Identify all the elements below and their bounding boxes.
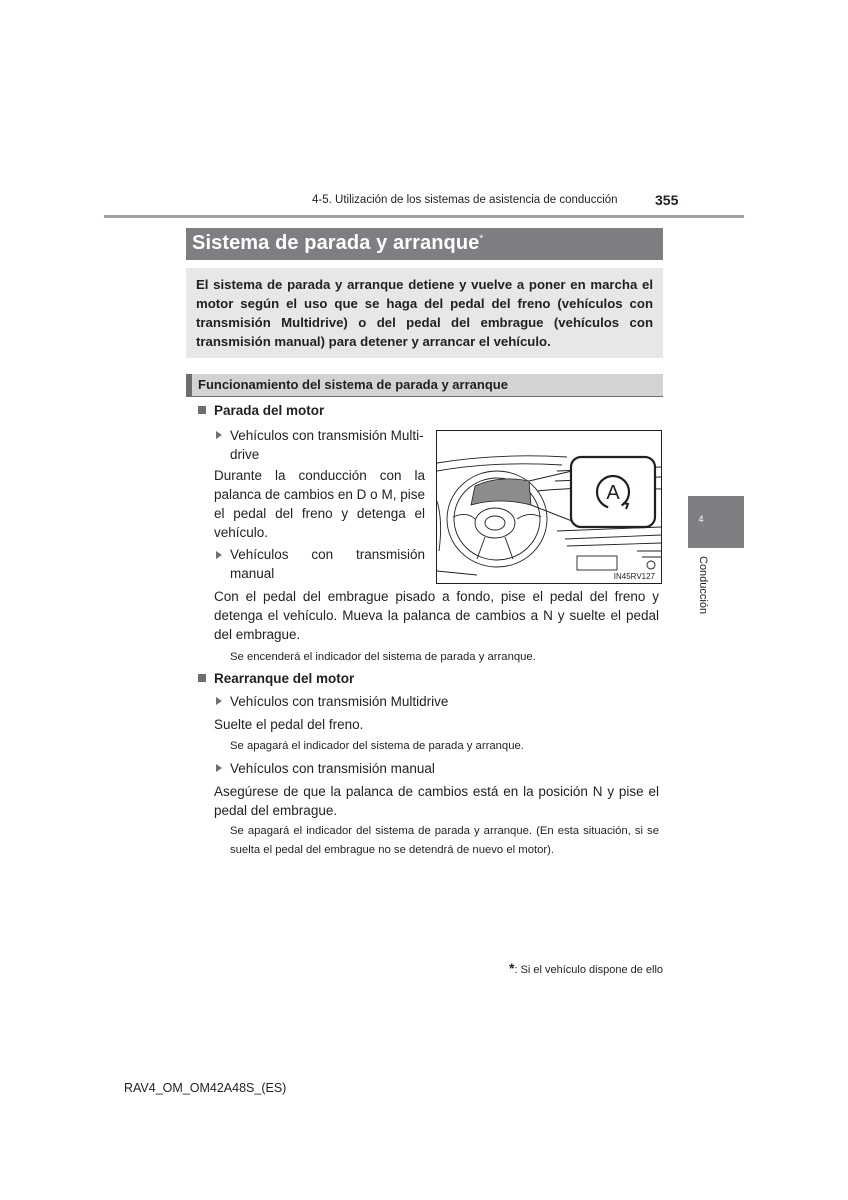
parada-note: Se encenderá el indicador del sistema de parada y arranque. [230, 651, 536, 663]
heading-rearranque [198, 669, 354, 688]
rearranque-manual-label-text: Vehículos con transmisión manual [230, 761, 435, 776]
triangle-bullet-icon [216, 551, 222, 559]
figure-code: IN45RV127 [613, 572, 655, 581]
chapter-tab [688, 496, 744, 548]
chapter-label: Conducción [697, 556, 709, 615]
parada-multidrive-label [216, 426, 426, 464]
triangle-bullet-icon [216, 431, 222, 439]
document-code: RAV4_OM_OM42A48S_(ES) [124, 1081, 287, 1095]
running-header: 4-5. Utilización de los sistemas de asistencia de conducción [312, 194, 618, 206]
square-bullet-icon [198, 674, 206, 682]
dashboard-drawing [437, 431, 661, 583]
parada-multidrive-label-line2: drive [230, 447, 260, 462]
page-title-text: Sistema de parada y arranque [192, 232, 480, 254]
footnote-mark: * [509, 960, 515, 976]
rearranque-multidrive-label [216, 692, 448, 711]
intro-text: El sistema de parada y arranque detiene y vuelve a poner en marcha el motor según el uso que se haga del pedal del freno (vehículos con transmisión Multidrive) o del pedal del embrague (vehículos con transmisión manual) para detener y arrancar el vehículo. [196, 277, 653, 349]
parada-multidrive-text: Durante la conducción con la palanca de cambios en D o M, pise el pedal del freno y detenga el vehículo. [214, 468, 425, 540]
subsection-rule [186, 396, 663, 397]
rearranque-multidrive-note: Se apagará el indicador del sistema de parada y arranque. [230, 740, 524, 752]
square-bullet-icon [198, 406, 206, 414]
triangle-bullet-icon [216, 697, 222, 705]
parada-manual-label-line2: manual [230, 566, 275, 581]
header-rule [104, 215, 744, 218]
parada-manual-label-line1: Vehículos con transmisión [230, 547, 425, 562]
rearranque-multidrive-text: Suelte el pedal del freno. [214, 717, 364, 732]
icon-letter: A [606, 482, 620, 504]
chapter-number: 4 [698, 514, 704, 524]
triangle-bullet-icon [216, 764, 222, 772]
parada-manual-text: Con el pedal del embrague pisado a fondo, pise el pedal del freno y detenga el vehículo. Mueva la palanca de cambios a N y suelte el pedal del embrague. [214, 589, 659, 642]
dashboard-illustration [436, 430, 662, 584]
footnote-text: : Si el vehículo dispone de ello [514, 964, 664, 976]
page-number: 355 [655, 192, 679, 208]
intro-box [186, 268, 663, 358]
rearranque-manual-label [216, 759, 435, 778]
subsection-bar [186, 374, 663, 396]
footnote [509, 960, 663, 976]
rearranque-manual-note: Se apagará el indicador del sistema de parada y arranque. (En esta situación, si se suelta el pedal del embrague no se detendrá de nuevo el motor). [230, 825, 659, 856]
heading-rearranque-text: Rearranque del motor [214, 671, 355, 686]
rearranque-manual-text: Asegúrese de que la palanca de cambios está en la posición N y pise el pedal del embrague. [214, 784, 659, 818]
heading-parada-text: Parada del motor [214, 403, 325, 418]
heading-parada [198, 401, 324, 420]
title-footnote-mark: * [479, 233, 484, 245]
rearranque-multidrive-label-text: Vehículos con transmisión Multidrive [230, 694, 449, 709]
parada-manual-label [216, 545, 425, 583]
parada-multidrive-label-line1: Vehículos con transmisión Multi- [230, 428, 424, 443]
subsection-title: Funcionamiento del sistema de parada y arranque [198, 377, 508, 392]
page-title [192, 232, 483, 255]
title-bar [186, 228, 663, 260]
